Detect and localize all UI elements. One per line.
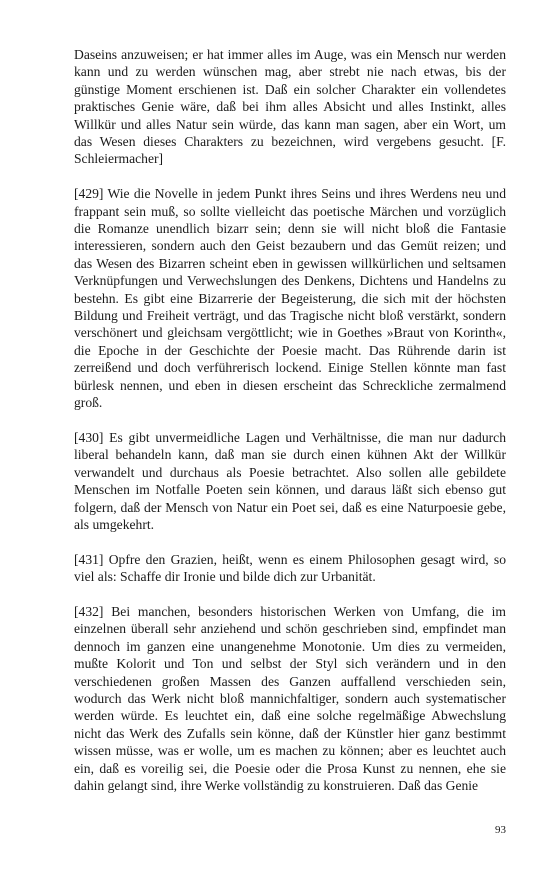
page-number: 93: [495, 824, 506, 836]
paragraph-430: [430] Es gibt unvermeidliche Lagen und Verhältnisse, die man nur dadurch liberal behandeln kann, daß man sie durch einen kühnen Akt der Willkür verwandelt und durchaus als Poesie betrachtet. Also sollen alle gebildete Menschen im Notfalle Poeten sein können, und daraus läßt sich ebenso gut folgern, daß der Mensch von Natur ein Poet sei, daß es eine Naturpoesie gebe, als umgekehrt.: [74, 429, 506, 532]
paragraph-431: [431] Opfre den Grazien, heißt, wenn es einem Philosophen gesagt wird, so viel als: Schaffe dir Ironie und bilde dich zur Urbanität.: [74, 551, 506, 585]
book-page-text: [74, 46, 506, 794]
paragraph-429: [429] Wie die Novelle in jedem Punkt ihres Seins und ihres Werdens neu und frappant sein muß, so sollte vielleicht das poetische Märchen und vorzüglich die Romanze unendlich bizarr sein; denn sie will nicht bloß die Fantasie interessieren, sondern auch den Geist bezaubern und das Gemüt reizen; und das Wesen des Bizarren scheint eben in gewissen willkürlichen und seltsamen Verknüpfungen und Verwechslungen des Denkens, Dichtens und Handelns zu bestehn. Es gibt eine Bizarrerie der Begeisterung, die sich mit der höchsten Bildung und Freiheit verträgt, und das Tragische nicht bloß verstärkt, sondern verschönert und gleichsam vergöttlicht; wie in Goethes »Braut von Korinth«, die Epoche in der Geschichte der Poesie macht. Das Rührende darin ist zerreißend und doch verführerisch lockend. Einige Stellen könnte man fast bürlesk nennen, und eben in diesen erscheint das Schreckliche zermalmend groß.: [74, 186, 506, 411]
paragraph-432: [432] Bei manchen, besonders historischen Werken von Umfang, die im einzelnen überall sehr anziehend und schön geschrieben sind, empfindet man dennoch im ganzen eine unangenehme Monotonie. Um dies zu vermeiden, mußte Kolorit und Ton und selbst der Styl sich verändern und in den verschiedenen großen Massen des Ganzen auffallend verschieden sein, wodurch das Werk nicht bloß mannichfaltiger, sondern auch systematischer werden würde. Es leuchtet ein, daß eine solche regelmäßige Abwechslung nicht das Werk des Zufalls sein könne, daß der Künstler hier ganz bestimmt wissen müsse, was er wolle, um es machen zu können; aber es leuchtet auch ein, daß es voreilig sei, die Poesie oder die Prosa Kunst zu nennen, ehe sie dahin gelangt sind, ihre Werke vollständig zu konstruieren. Daß das Genie: [74, 603, 506, 793]
paragraph-continuation: Daseins anzuweisen; er hat immer alles im Auge, was ein Mensch nur werden kann und zu werden wünschen mag, aber strebt nie nach etwas, bis der günstige Moment erschienen ist. Daß ein solcher Charakter ein vollendetes praktisches Genie wäre, daß bei ihm alles Absicht und alles Instinkt, alles Willkür und alles Natur sein würde, das kann man sagen, aber ein Wort, um das Wesen dieses Charakters zu bezeichnen, wird vergebens gesucht. [F. Schleiermacher]: [74, 47, 506, 167]
